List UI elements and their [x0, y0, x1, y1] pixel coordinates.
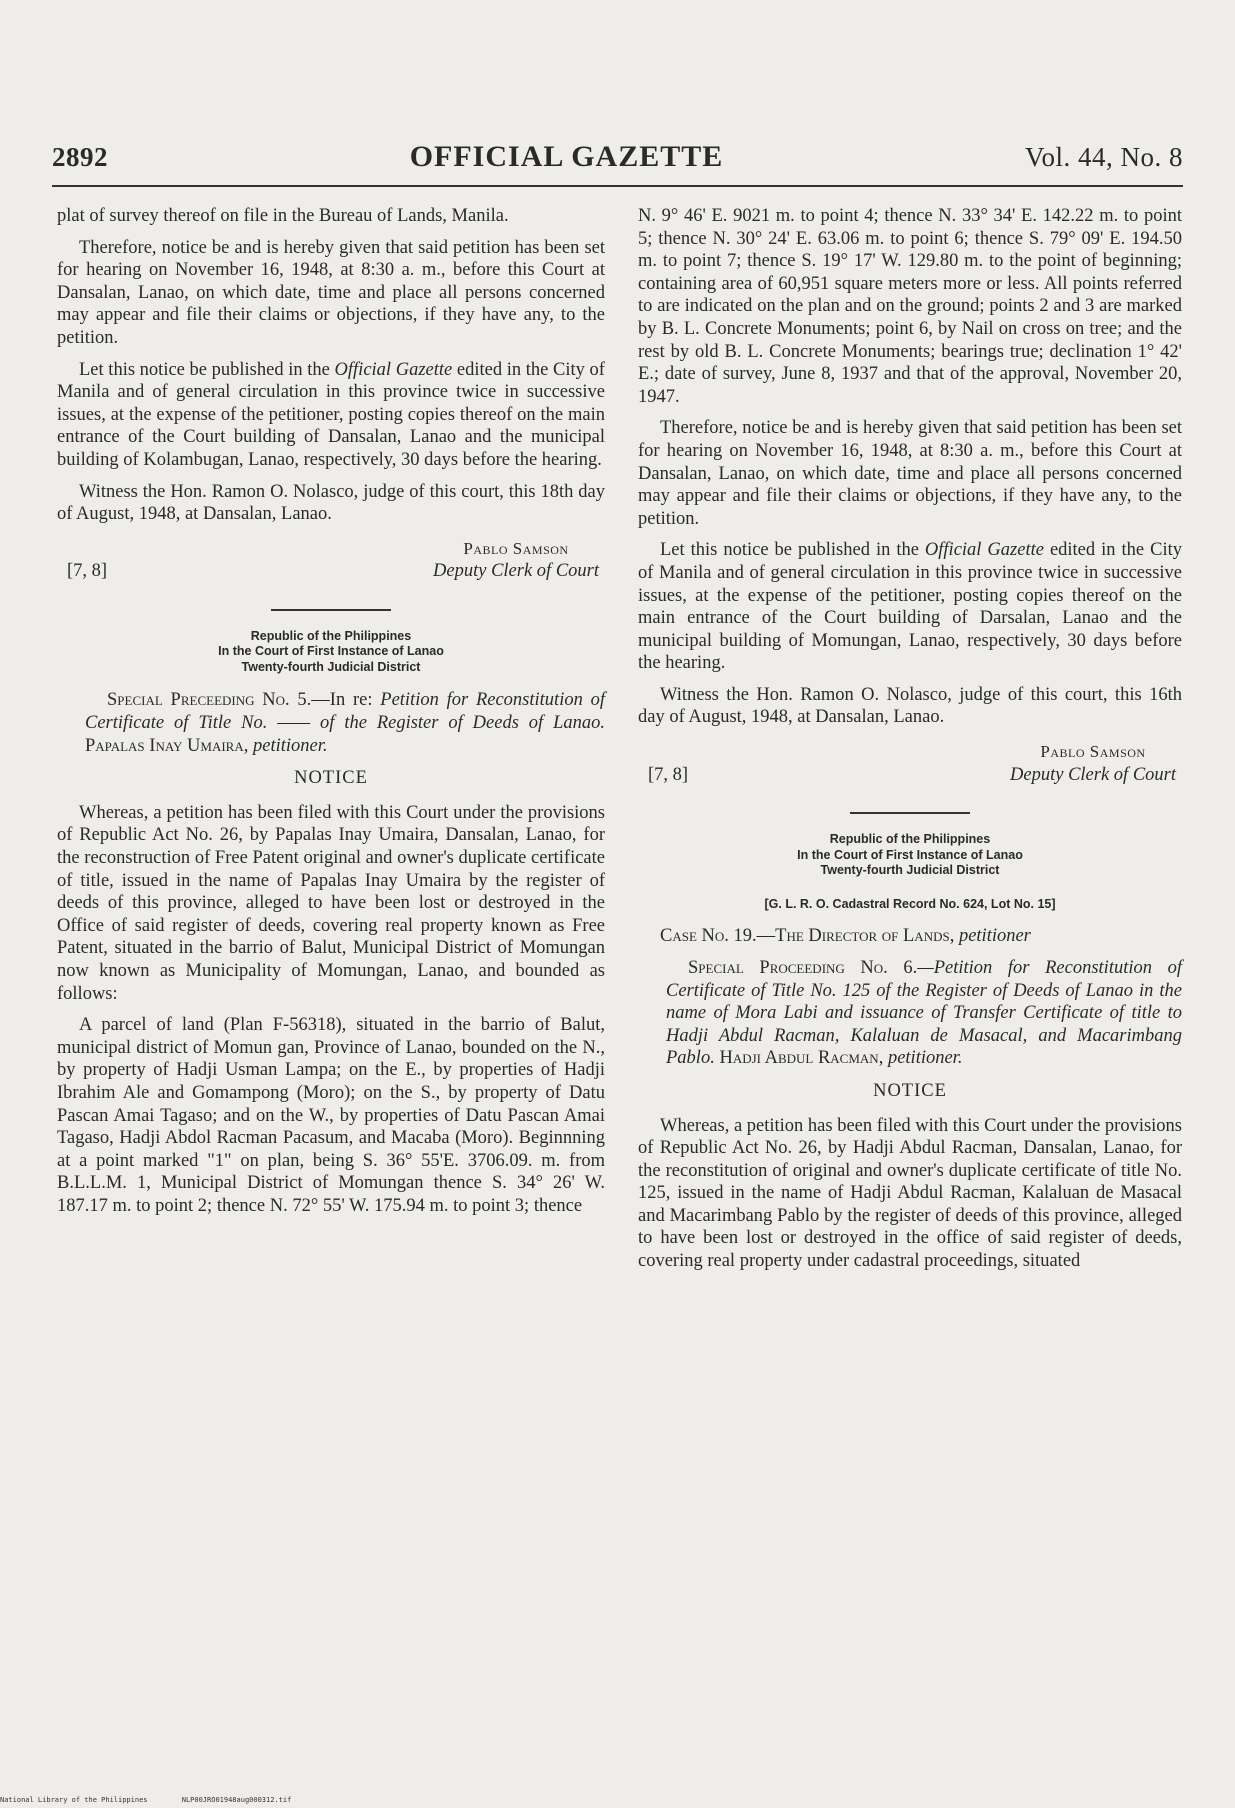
- paragraph: A parcel of land (Plan F-56318), situated in the barrio of Balut, municipal district of Momun gan, Province of Lanao, bounded on the N., by property of Hadji Usman Lampa; on the E., by properties of Hadji Ibrahim Ale and Gomampong (Moro); on the S., by property of Datu Pascan Amai Tagaso; and on the W., by properties of Datu Pascan Amai Tagaso, Hadji Abdol Racman Pacasum, and Macaba (Moro). Beginnning at a point marked "1" on plan, being S. 36° 55'E. 3706.09. m. from B.L.L.M. 1, Municipal District of Momungan thence S. 34° 26' W. 187.17 m. to point 2; thence N. 72° 55' W. 175.94 m. to point 3; thence: [57, 1015, 605, 1216]
- signatory: [1010, 741, 1182, 786]
- signature-block: [638, 741, 1182, 786]
- issue-tag: [7, 8]: [648, 764, 689, 785]
- publication-title: OFFICIAL GAZETTE: [409, 140, 724, 173]
- notice-heading: NOTICE: [294, 768, 368, 789]
- notice-heading: NOTICE: [873, 1080, 947, 1101]
- signature-block: [57, 538, 605, 583]
- paragraph: N. 9° 46' E. 9021 m. to point 4; thence N. 33° 34' E. 142.22 m. to point 5; thence N. 30° 24' E. 63.06 m. to point 6; thence S. 79° 09' E. 194.50 m. to point 7; thence S. 19° 17' W. 129.80 m. to the point of beginning; containing area of 60,951 square meters more or less. All points referred to are indicated on the plan and on the ground; points 2 and 3 are marked by B. L. Concrete Monuments; point 6, by Nail on cross on tree; and the rest by old B. L. Concrete Monuments; bearings true; declination 1° 42' E.; date of survey, June 8, 1937 and that of the approval, November 20, 1947.: [638, 206, 1182, 407]
- case-caption: Special Proceeding No. 6.—Petition for Reconstitution of Certificate of Title No. 125 of the Register of Deeds of Lanao in the name of Mora Labi and issuance of Transfer Certificate of title to Hadji Abdul Racman, Kalaluan de Masacal, and Macarimbang Pablo. Hadji Abdul Racman, petitioner.: [666, 957, 1182, 1069]
- paragraph: plat of survey thereof on file in the Bureau of Lands, Manila.: [57, 206, 509, 226]
- library-credit: National Library of the Philippines: [0, 1796, 148, 1804]
- section-divider: [850, 812, 970, 814]
- right-column: [638, 205, 1182, 1282]
- case-number: Case No. 19.—The Director of Lands, petitioner: [660, 926, 1031, 947]
- paragraph: Let this notice be published in the Official Gazette edited in the City of Manila and of general circulation in this province twice in successive issues, at the expense of the petitioner, posting copies thereof on the main entrance of the Court building of Dansalan, Lanao and the municipal building of Kolambugan, Lanao, respectively, 30 days before the hearing.: [57, 359, 605, 470]
- header-rule: [52, 185, 1183, 187]
- court-heading: Republic of the Philippines In the Court of First Instance of Lanao Twenty-fourth Judicial District: [797, 832, 1023, 878]
- signatory-name: Pablo Samson: [463, 538, 569, 558]
- signatory-role: Deputy Clerk of Court: [433, 561, 599, 582]
- issue-tag: [7, 8]: [67, 561, 108, 582]
- page-number: 2892: [52, 142, 108, 172]
- publication-name: Official Gazette: [924, 540, 1044, 561]
- signatory-name: Pablo Samson: [1040, 742, 1146, 762]
- section-divider: [271, 609, 391, 611]
- signatory: [433, 538, 605, 583]
- paragraph: Therefore, notice be and is hereby given that said petition has been set for hearing on November 16, 1948, at 8:30 a. m., before this Court at Dansalan, Lanao, on which date, time and place all persons concerned may appear and file their claims or objections, if they have any, to the petition.: [638, 418, 1182, 529]
- paragraph: Therefore, notice be and is hereby given that said petition has been set for hearing on November 16, 1948, at 8:30 a. m., before this Court at Dansalan, Lanao, on which date, time and place all persons concerned may appear and file their claims or objections, if they have any, to the petition.: [57, 237, 605, 348]
- paragraph: Witness the Hon. Ramon O. Nolasco, judge of this court, this 18th day of August, 1948, at Dansalan, Lanao.: [57, 481, 605, 525]
- volume-number: Vol. 44, No. 8: [1024, 142, 1183, 172]
- case-caption: Special Preceeding No. 5.—In re: Petition for Reconstitution of Certificate of Title No. —— of the Register of Deeds of Lanao. Papalas Inay Umaira, petitioner.: [85, 690, 605, 756]
- left-column: [57, 205, 605, 1226]
- page-header: [52, 140, 1183, 184]
- paragraph: Whereas, a petition has been filed with this Court under the provisions of Republic Act No. 26, by Hadji Abdul Racman, Dansalan, Lanao, for the reconstitution of original and owner's duplicate certificate of title No. 125, issued in the name of Hadji Abdul Racman, Kalaluan de Masacal and Macarimbang Pablo by the register of deeds of this province, alleged to have been lost or destroyed in the office of said register of deeds, covering real property under cadastral proceedings, situated: [638, 1115, 1182, 1272]
- signatory-role: Deputy Clerk of Court: [1010, 764, 1176, 785]
- scan-footer: [0, 1796, 321, 1804]
- publication-name: Official Gazette: [334, 359, 453, 380]
- paragraph: Witness the Hon. Ramon O. Nolasco, judge of this court, this 16th day of August, 1948, at Dansalan, Lanao.: [638, 684, 1182, 728]
- paragraph: Let this notice be published in the Official Gazette edited in the City of Manila and of general circulation in this province twice in successive issues, at the expense of the petitioner, posting copies thereof on the main entrance of the Court building of Darsalan, Lanao and the municipal building of Momungan, Lanao, respectively, 30 days before the hearing.: [638, 540, 1182, 674]
- cadastral-record: [G. L. R. O. Cadastral Record No. 624, Lot No. 15]: [764, 896, 1056, 911]
- paragraph: Whereas, a petition has been filed with this Court under the provisions of Republic Act No. 26, by Papalas Inay Umaira, Dansalan, Lanao, for the reconstruction of Free Patent original and owner's duplicate certificate of title, issued in the name of Papalas Inay Umaira by the register of deeds of this province, alleged to have been lost or destroyed in the Office of said register of deeds, covering real property known as Free Patent, situated in the barrio of Balut, Municipal District of Momungan now known as Municipality of Momungan, Lanao, and bounded as follows:: [57, 802, 605, 1004]
- file-name: NLP00JRO01948aug000312.tif: [181, 1796, 292, 1804]
- court-heading: Republic of the Philippines In the Court of First Instance of Lanao Twenty-fourth Judicial District: [218, 628, 444, 674]
